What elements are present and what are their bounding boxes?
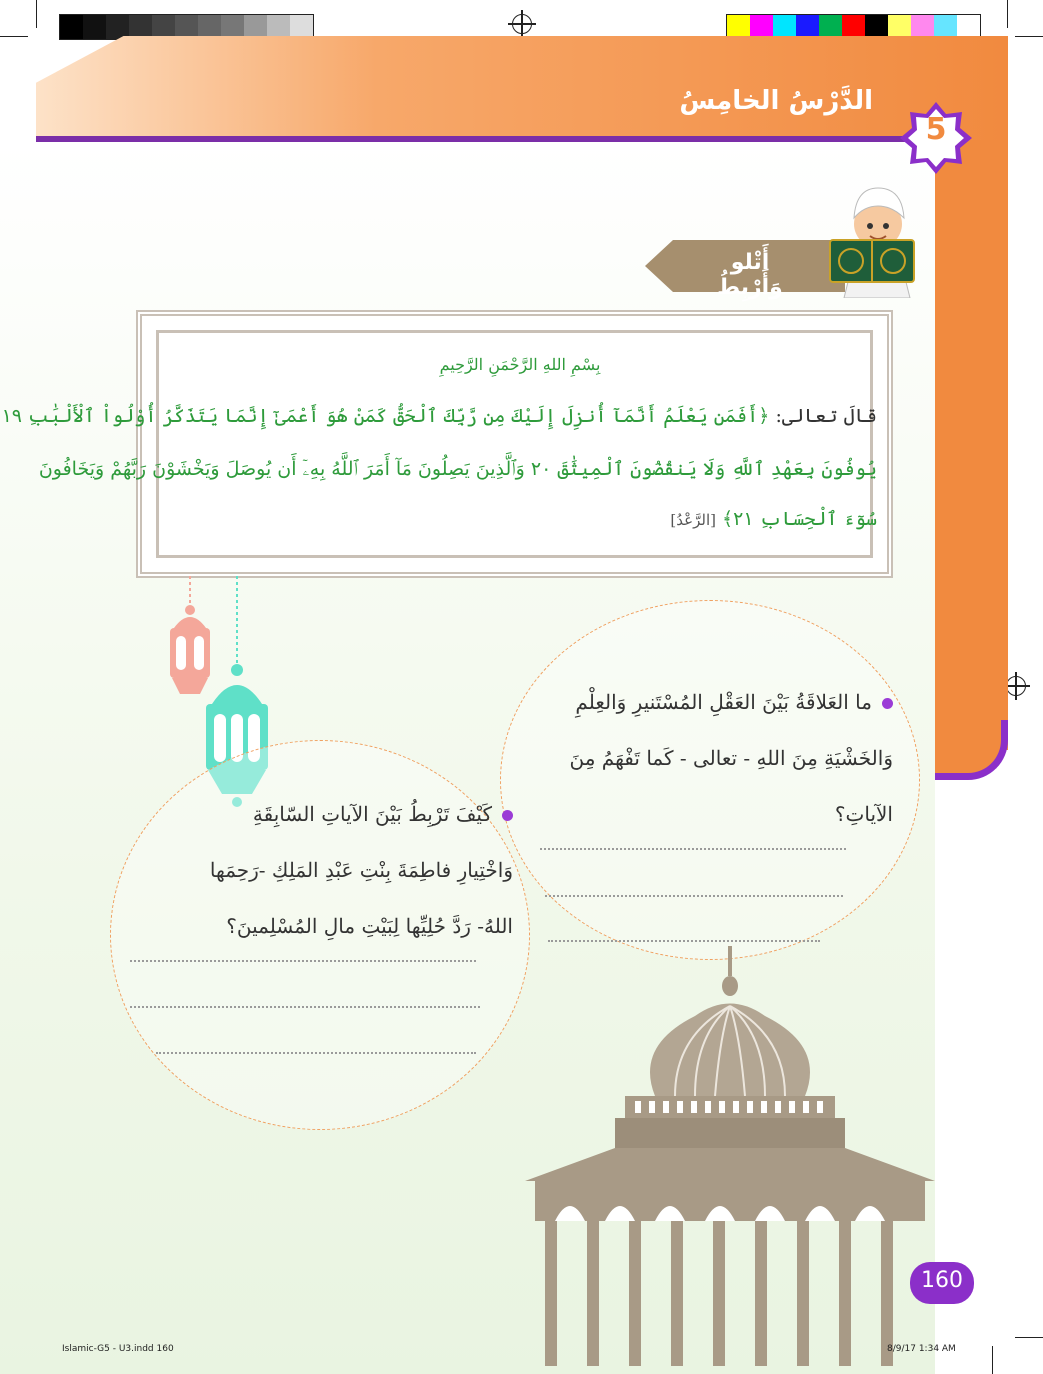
bullet-dot-icon [882,698,893,709]
answer-line[interactable] [156,1052,476,1054]
crop-mark [992,1346,993,1374]
verse-line-1 [0,405,877,427]
bullet-dot-icon [502,810,513,821]
page-number: 160 [921,1268,963,1293]
side-band [935,140,1008,750]
dome-building-icon [525,946,935,1366]
crop-mark [0,36,28,37]
basmala: بِسْمِ اللهِ الرَّحْمَنِ الرَّحِيمِ [439,355,601,374]
footer-date: 8/9/17 1:34 AM [887,1344,956,1354]
side-band-curve [935,720,1008,780]
registration-target-top-icon [512,14,532,34]
crop-mark [1015,1337,1043,1338]
question-2-line-3: اللهُ- رَدَّ حُلِيِّها لِبَيْتِ مالِ المُسْلِمينَ؟ [226,914,513,938]
surah-reference: [الرَّعْدُ] [670,511,716,529]
question-1 [533,674,893,842]
verse-text-3: سُوٓءَ ٱلْحِسَابِ ٢١﴾ [722,508,877,530]
section-label: أَتْلو وَأَرْبِطُ [717,250,783,300]
answer-line[interactable] [545,895,843,897]
verse-line-3 [670,508,877,530]
answer-line[interactable] [540,848,846,850]
question-2-line-2: وَاخْتِيارِ فاطِمَةَ بِنْتِ عَبْدِ المَلِكِ -رَحِمَها [209,858,513,882]
boy-reading-quran-icon [826,178,918,298]
crop-mark [1007,0,1008,28]
question-2 [133,786,513,954]
answer-line[interactable] [548,940,820,942]
lesson-number: 5 [925,112,947,147]
footer-file-info: Islamic-G5 - U3.indd 160 [62,1344,174,1354]
lesson-title: الدَّرْسُ الخامِسُ [679,86,873,116]
crop-mark [1015,36,1043,37]
verse-line-2: يُوفُونَ بِعَهْدِ ٱللَّهِ وَلَا يَنقُضُونَ ٱلْمِيثَٰقَ ٢٠ وَٱلَّذِينَ يَصِلُونَ مَآ أَمَرَ ٱللَّهُ بِهِۦٓ أَن يُوصَلَ وَيَخْشَوْنَ رَبَّهُمْ وَيَخَافُونَ [38,458,877,480]
registration-target-right-icon [1006,676,1026,696]
question-1-line-1: ما العَلاقَةُ بَيْنَ العَقْلِ المُسْتَنيرِ وَالعِلْمِ [533,674,893,730]
question-1-line-2: وَالخَشْيَةِ مِنَ اللهِ - تعالى - كَما تَفْهَمُ مِنَ [569,746,893,770]
verse-text-1: ﴿أَفَمَن يَعْلَمُ أَنَّمَآ أُنزِلَ إِلَيْكَ مِن رَّبِّكَ ٱلْحَقُّ كَمَنْ هُوَ أَعْمَىٰٓ إِنَّمَا يَتَذَكَّرُ أُوْلُواْ ٱلْأَلْبَٰبِ ١٩ [1,405,770,427]
answer-line[interactable] [130,960,476,962]
header-divider [36,136,936,142]
question-2-line-1: كَيْفَ تَرْبِطُ بَيْنَ الآياتِ السّابِقَةِ [133,786,513,842]
crop-mark [36,0,37,28]
question-1-line-3: الآياتِ؟ [834,802,893,826]
qal-taala: قالَ تعالى: [775,405,877,427]
answer-line[interactable] [130,1006,480,1008]
